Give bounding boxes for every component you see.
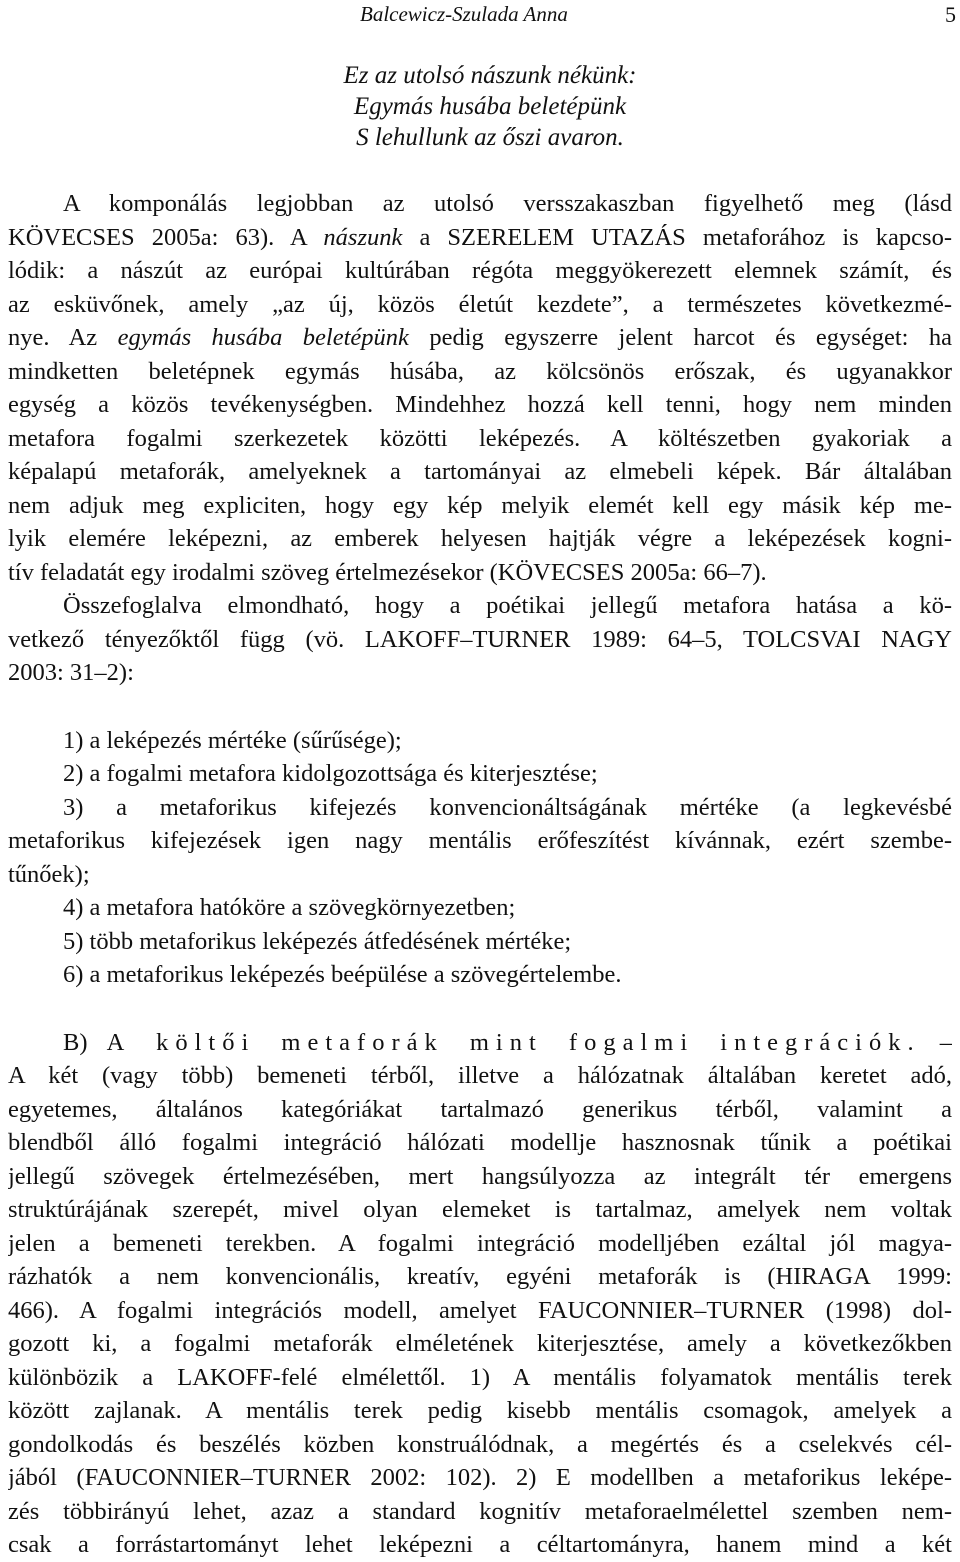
text-line [8,1495,952,1529]
text-run: egység a közös tevékenységben. Mindehhez hozzá kell tenni, hogy nem minden [8,391,952,418]
text-run: vetkező tényezőktől függ (vö. LAKOFF–TURNER 1989: 64–5, TOLCSVAI NAGY [8,625,952,653]
text-run: metaforikus kifejezések igen nagy mentális erőfeszítést kívánnak, ezért szembe- [8,827,952,854]
text-run: A komponálás legjobban az utolsó versszakaszban figyelhető meg (lásd [63,190,952,217]
text-line [8,958,952,992]
text-run: egyetemes, általános kategóriákat tartalmazó generikus térből, valamint a [8,1095,952,1123]
text-run: tűnőek); [8,860,90,888]
text-line [8,623,952,657]
text-run: A két (vagy több) bemeneti térből, illetve a hálózatnak általában keretet adó, [8,1062,952,1089]
text-run: csak a forrástartományt lehet leképezni a céltartományra, hanem mind a két [8,1531,952,1558]
text-run: tív feladatát egy irodalmi szöveg értelmezésekor (KÖVECSES 2005a: 66–7). [8,558,767,586]
text-line [8,891,952,925]
running-header [0,0,960,34]
text-run: 466). A fogalmi integrációs modell, amelyet FAUCONNIER–TURNER (1998) dol- [8,1296,952,1324]
text-run: 5) több metaforikus leképezés átfedésének mértéke; [63,927,572,955]
text-line [8,254,952,288]
body-text [8,187,952,1562]
text-line [8,1227,952,1261]
text-run: blendből álló fogalmi integráció hálózati modellje hasznosnak tűnik a poétikai [8,1129,952,1156]
text-run: gondolkodás és beszélés közben konstruálódnak, a megértés és a cselekvés cél- [8,1430,952,1458]
text-line [8,656,952,690]
text-run: képalapú metaforák, amelyeknek a tartományai az elmebeli képek. Bár általában [8,458,952,485]
text-run: lódik: a nászút az európai kultúrában régóta meggyökerezett elemnek számít, és [8,257,952,284]
paragraph-gap [8,992,952,1026]
text-line [8,1160,952,1194]
text-run: 3) a metaforikus kifejezés konvencionáltságának mértéke (a legkevésbé [63,793,952,821]
text-line [8,355,952,389]
poem-quote [0,60,960,153]
text-line [8,824,952,858]
text-run: között zajlanak. A mentális terek pedig kisebb mentális csomagok, amelyek a [8,1397,952,1424]
text-run: jából (FAUCONNIER–TURNER 2002: 102). 2) E modellben a metaforikus leképe- [8,1464,952,1491]
text-run: nem adjuk meg expliciten, hogy egy kép melyik elemét kell egy másik kép me- [8,491,952,519]
text-run: 1) a leképezés mértéke (sűrűsége); [63,726,402,754]
text-line [8,1260,952,1294]
poem-line: S lehullunk az őszi avaron. [356,124,624,151]
text-line [8,1428,952,1462]
text-line [8,1059,952,1093]
text-run: 6) a metaforikus leképezés beépülése a szövegértelembe. [63,961,622,988]
text-line [8,724,952,758]
text-run: struktúrájának szerepét, mivel olyan elemeket is tartalmaz, amelyek nem voltak [8,1196,952,1223]
text-line [8,321,952,355]
text-line [8,858,952,892]
text-line [8,556,952,590]
text-run: az esküvőnek, amely „az új, közös életút kezdete”, a természetes következmé- [8,290,952,318]
text-run: 2) a fogalmi metafora kidolgozottsága és kiterjesztése; [63,760,598,787]
text-run: pedig egyszerre jelent harcot és egységet: ha [408,324,952,351]
italic-phrase: nászunk [323,223,403,251]
text-line [8,757,952,791]
text-line [8,1193,952,1227]
text-line [8,1126,952,1160]
text-run: 4) a metafora hatóköre a szövegkörnyezetben; [63,894,516,921]
poem-line: Ez az utolsó nászunk nékünk: [343,62,637,89]
text-run: 2003: 31–2): [8,659,134,686]
page-number: 5 [945,2,956,27]
text-run: gozott ki, a fogalmi metaforák elméletének kiterjesztése, amely a következőkben [8,1330,952,1357]
text-line [8,1026,952,1060]
text-run: zés többirányú lehet, azaz a standard kognitív metaforaelmélettel szemben nem- [8,1497,952,1525]
text-line [8,187,952,221]
text-line [8,1294,952,1328]
poem-line: Egymás husába beletépünk [353,93,627,120]
text-run: nye. Az [8,324,118,351]
text-run: jellegű szövegek értelmezésében, mert hangsúlyozza az integrált tér emergens [8,1162,952,1190]
text-run: mindketten beletépnek egymás húsába, az kölcsönös erőszak, és ugyanakkor [8,357,952,385]
text-line [8,1361,952,1395]
text-line [8,288,952,322]
text-line [8,455,952,489]
text-line [8,388,952,422]
text-run: jelen a bemeneti terekben. A fogalmi integráció modelljében ezáltal jól magya- [8,1229,952,1257]
italic-phrase: egymás husába beletépünk [117,324,409,351]
text-line [8,925,952,959]
text-line [8,522,952,556]
text-run: a SZERELEM UTAZÁS metaforához is kapcso- [402,223,952,251]
text-line [8,791,952,825]
section-heading: A költői metaforák mint fogalmi integrációk. [106,1028,921,1056]
text-run: lyik elemére leképezni, az emberek helyesen hajtják végre a leképezések kogni- [8,525,952,552]
text-line [8,1461,952,1495]
running-head-author: Balcewicz-Szulada Anna [360,2,568,26]
paragraph-gap [8,690,952,724]
text-line [8,1528,952,1562]
text-run: – [920,1028,952,1056]
text-line [8,1093,952,1127]
text-run: metafora fogalmi szerkezetek közötti leképezés. A költészetben gyakoriak a [8,424,952,452]
text-run: rázhatók a nem konvencionális, kreatív, egyéni metaforák is (HIRAGA 1999: [8,1263,952,1290]
text-line [8,1394,952,1428]
text-run: KÖVECSES 2005a: 63). A [8,223,324,251]
text-line [8,422,952,456]
text-line [8,1327,952,1361]
text-line [8,489,952,523]
text-run: Összefoglalva elmondható, hogy a poétikai jellegű metafora hatása a kö- [63,592,952,619]
text-line [8,221,952,255]
text-run: B) [63,1028,107,1056]
text-run: különbözik a LAKOFF-felé elmélettől. 1) A mentális folyamatok mentális terek [8,1363,952,1391]
text-line [8,589,952,623]
